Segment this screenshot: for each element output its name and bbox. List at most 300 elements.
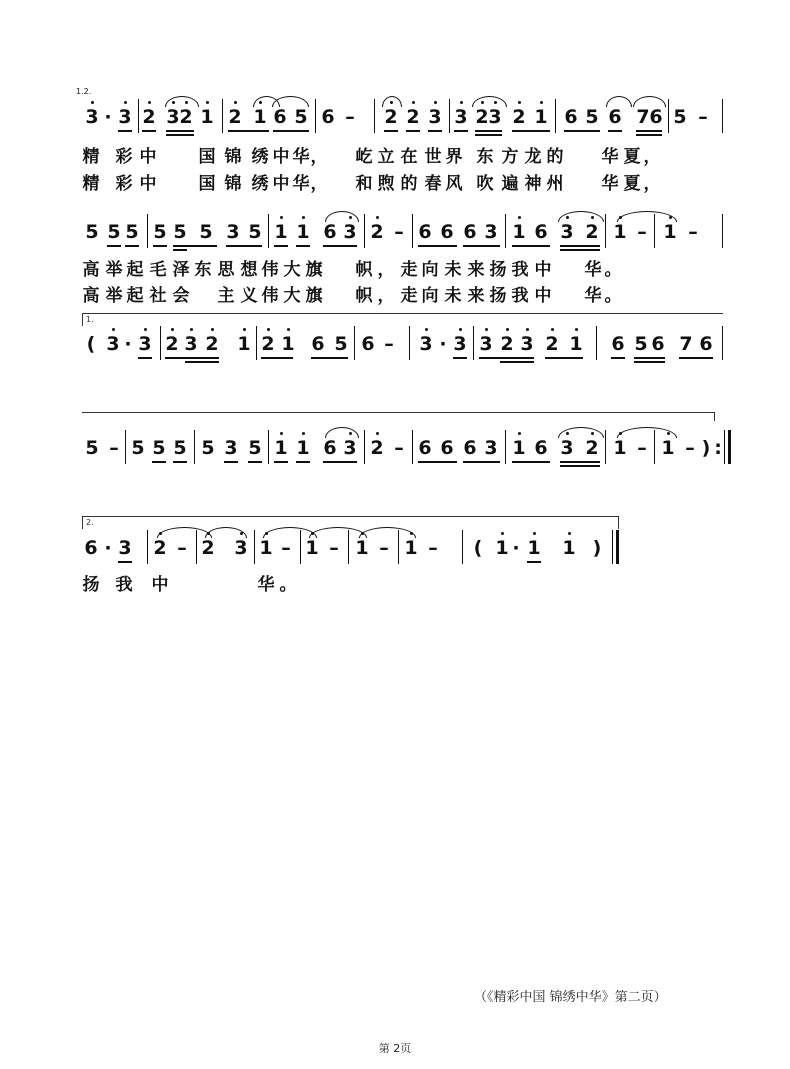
underline-eighth <box>261 357 293 359</box>
barline <box>722 99 723 133</box>
note: 3 <box>138 333 152 355</box>
slur <box>157 527 212 538</box>
note: 2 <box>142 106 156 128</box>
slur <box>272 96 309 107</box>
note: 1 <box>495 537 509 559</box>
note: – <box>384 333 394 355</box>
underline-eighth <box>453 357 467 359</box>
underline-eighth <box>608 130 622 132</box>
note: ) <box>701 437 711 459</box>
barline <box>505 214 506 248</box>
lyric-char: 中 <box>139 174 157 194</box>
lyric-char: ， <box>310 147 328 167</box>
underline-eighth <box>527 561 541 563</box>
octave-dot-high <box>506 328 509 331</box>
octave-dot-high <box>412 101 415 104</box>
underline-eighth <box>454 130 468 132</box>
octave-dot-high <box>575 328 578 331</box>
octave-dot-high <box>518 101 521 104</box>
page-number: 第 2页 <box>378 1042 412 1055</box>
underline-sixteenth <box>166 134 194 136</box>
octave-dot-high <box>124 101 127 104</box>
note: 6 <box>611 333 625 355</box>
note: 1 <box>296 437 310 459</box>
note: ( <box>473 537 483 559</box>
lyric-char: 毛 <box>149 260 167 280</box>
underline-eighth <box>142 130 156 132</box>
lyric-char: 伟 <box>261 260 279 280</box>
lyric-char: 华 <box>601 147 619 167</box>
lyric-char: 旗 <box>305 260 323 280</box>
octave-dot-high <box>206 101 209 104</box>
note: 1 <box>305 537 319 559</box>
lyric-char: 的 <box>400 174 418 194</box>
octave-dot-high <box>280 216 283 219</box>
lyric-char: 华 <box>257 575 275 595</box>
lyric-char: 走 <box>400 286 418 306</box>
note: 1 <box>661 437 675 459</box>
lyric-char: 扬 <box>82 575 100 595</box>
lyric-char: 。 <box>279 575 297 595</box>
barline <box>505 430 506 464</box>
lyric-char: ， <box>310 174 328 194</box>
lyric-char: 和 <box>355 174 373 194</box>
octave-dot-high <box>144 328 147 331</box>
note: 1 <box>200 106 214 128</box>
barline <box>722 326 723 360</box>
lyric-char: 帜 <box>355 260 373 280</box>
lyric-char: 方 <box>501 147 519 167</box>
lyrics-verse-1-line-1 <box>0 145 790 169</box>
underline-eighth <box>560 245 600 247</box>
note: 3 <box>234 537 248 559</box>
note: ) <box>592 537 602 559</box>
lyric-char: 华 <box>584 260 602 280</box>
slur <box>325 427 359 438</box>
underline-eighth <box>273 130 309 132</box>
lyric-char: 国 <box>198 174 216 194</box>
octave-dot-high <box>526 328 529 331</box>
lyric-char: 会 <box>172 286 190 306</box>
note: 1 <box>613 221 627 243</box>
octave-dot-high <box>460 101 463 104</box>
barline <box>374 99 375 133</box>
note: 5 <box>173 221 187 243</box>
note: 3 <box>419 333 433 355</box>
note: 2 <box>475 106 489 128</box>
lyric-char: 社 <box>149 286 167 306</box>
lyric-char: 神 <box>524 174 542 194</box>
note: 2 <box>406 106 420 128</box>
note: 2 <box>228 106 242 128</box>
underline-eighth <box>512 130 550 132</box>
note: 5 <box>107 221 121 243</box>
underline-sixteenth <box>560 249 600 251</box>
note: 3 <box>343 221 357 243</box>
barline <box>473 326 474 360</box>
octave-dot-high <box>434 101 437 104</box>
octave-dot-high <box>518 432 521 435</box>
note: 3 <box>343 437 357 459</box>
note: 6 <box>608 106 622 128</box>
note: · <box>124 333 132 355</box>
note: 1 <box>296 221 310 243</box>
note: 3 <box>488 106 502 128</box>
second-ending-label: 2. <box>86 518 94 527</box>
note: – <box>637 437 647 459</box>
note: 6 <box>649 106 663 128</box>
page-caption: （《精彩中国 锦绣中华》第二页） <box>474 990 667 1005</box>
barline <box>268 430 269 464</box>
underline-eighth <box>611 357 625 359</box>
underline-eighth <box>463 461 500 463</box>
underline-eighth <box>125 245 139 247</box>
note: 6 <box>311 333 325 355</box>
barline <box>364 214 365 248</box>
barline <box>596 326 597 360</box>
note: 3 <box>184 333 198 355</box>
note: – <box>345 106 355 128</box>
note: – <box>281 537 291 559</box>
note: 6 <box>418 221 432 243</box>
note: 1 <box>562 537 576 559</box>
note: 6 <box>418 437 432 459</box>
note: 1 <box>512 221 526 243</box>
underline-eighth <box>226 245 262 247</box>
underline-eighth <box>228 130 269 132</box>
note: 6 <box>534 221 548 243</box>
octave-dot-high <box>551 328 554 331</box>
note: 3 <box>484 437 498 459</box>
underline-eighth <box>153 245 167 247</box>
octave-dot-high <box>112 328 115 331</box>
note: ( <box>86 333 96 355</box>
lyric-char: 义 <box>240 286 258 306</box>
barline <box>160 326 161 360</box>
note: 1 <box>569 333 583 355</box>
lyric-char: 帜 <box>355 286 373 306</box>
lyric-char: 举 <box>105 286 123 306</box>
note: 5 <box>152 437 166 459</box>
note: 5 <box>673 106 687 128</box>
lyric-char: 绣 <box>251 147 269 167</box>
slur <box>558 427 604 438</box>
note: · <box>439 333 447 355</box>
barline <box>254 530 255 564</box>
barline <box>315 99 316 133</box>
note: 2 <box>261 333 275 355</box>
note: 5 <box>85 221 99 243</box>
lyric-char: 扬 <box>489 286 507 306</box>
slur <box>558 211 604 222</box>
lyric-char: 在 <box>400 147 418 167</box>
underline-eighth <box>636 130 662 132</box>
note: 1 <box>512 437 526 459</box>
note: 7 <box>679 333 693 355</box>
barline <box>409 326 410 360</box>
note: · <box>104 106 112 128</box>
lyric-char: 未 <box>444 260 462 280</box>
note: 2 <box>545 333 559 355</box>
note: 1 <box>527 537 541 559</box>
slur <box>165 96 199 107</box>
octave-dot-high <box>302 432 305 435</box>
note: 6 <box>463 437 477 459</box>
octave-dot-high <box>234 101 237 104</box>
slur <box>205 527 247 538</box>
lyrics-ending-line <box>0 573 790 597</box>
octave-dot-high <box>568 532 571 535</box>
note: 3 <box>454 106 468 128</box>
note: 2 <box>370 221 384 243</box>
note: 3 <box>166 106 180 128</box>
note: 5 <box>585 106 599 128</box>
note: 2 <box>585 437 599 459</box>
lyric-char: 泽 <box>172 260 190 280</box>
note: – <box>685 437 695 459</box>
lyric-char: 煦 <box>377 174 395 194</box>
slur <box>617 211 677 222</box>
note: 6 <box>323 437 337 459</box>
underline-sixteenth <box>636 134 662 136</box>
note: 6 <box>440 221 454 243</box>
note: 2 <box>179 106 193 128</box>
note: 3 <box>479 333 493 355</box>
note: 6 <box>84 537 98 559</box>
note: 3 <box>428 106 442 128</box>
underline-sixteenth <box>500 361 534 363</box>
note: 2 <box>153 537 167 559</box>
lyric-char: 中 <box>272 174 290 194</box>
barline <box>222 99 223 133</box>
note: 3 <box>118 537 132 559</box>
barline <box>605 214 606 248</box>
lyric-char: 华 <box>601 174 619 194</box>
lyric-char: 我 <box>511 286 529 306</box>
barline <box>268 214 269 248</box>
note: 6 <box>463 221 477 243</box>
lyric-char: 锦 <box>224 174 242 194</box>
slur <box>606 96 632 107</box>
lyric-char: 主 <box>217 286 235 306</box>
note: 6 <box>564 106 578 128</box>
lyric-char: 锦 <box>224 147 242 167</box>
note: 2 <box>205 333 219 355</box>
score-system-5 <box>0 528 790 568</box>
slur <box>325 211 359 222</box>
octave-dot-high <box>91 101 94 104</box>
slur <box>359 527 416 538</box>
repeat-mark: 1.2. <box>76 87 92 96</box>
note: 6 <box>699 333 713 355</box>
note: 1 <box>259 537 273 559</box>
note: – <box>688 221 698 243</box>
lyric-char: 中 <box>534 260 552 280</box>
score-system-4 <box>0 428 790 468</box>
lyric-char: 来 <box>467 286 485 306</box>
lyric-char: 高 <box>82 286 100 306</box>
barline <box>364 430 365 464</box>
lyric-char: 的 <box>546 147 564 167</box>
underline-eighth <box>545 357 583 359</box>
note: 2 <box>165 333 179 355</box>
lyrics-verse-1-line-2 <box>0 258 790 282</box>
octave-dot-high <box>243 328 246 331</box>
octave-dot-high <box>459 328 462 331</box>
lyric-char: 举 <box>105 260 123 280</box>
lyric-char: 东 <box>194 260 212 280</box>
slur <box>617 427 677 438</box>
lyric-char: 界 <box>445 147 463 167</box>
barline <box>125 430 126 464</box>
lyric-char: 龙 <box>524 147 542 167</box>
underline-eighth <box>274 245 288 247</box>
note: 6 <box>273 106 287 128</box>
note: 2 <box>512 106 526 128</box>
note: 5 <box>634 333 648 355</box>
lyric-char: 。 <box>604 286 622 306</box>
note: 3 <box>226 221 240 243</box>
lyric-char: 华 <box>292 174 310 194</box>
barline <box>147 214 148 248</box>
lyric-char: 东 <box>476 147 494 167</box>
barline <box>412 430 413 464</box>
lyric-char: 大 <box>283 286 301 306</box>
underline-eighth <box>311 357 348 359</box>
note: 5 <box>248 221 262 243</box>
underline-eighth <box>152 461 166 463</box>
note: 6 <box>321 106 335 128</box>
barline <box>412 214 413 248</box>
lyric-char: 向 <box>421 260 439 280</box>
underline-eighth <box>384 130 398 132</box>
lyric-char: 我 <box>115 575 133 595</box>
underline-eighth <box>512 245 550 247</box>
note: 1 <box>613 437 627 459</box>
underline-sixteenth <box>634 361 665 363</box>
octave-dot-high <box>302 216 305 219</box>
note: 6 <box>323 221 337 243</box>
octave-dot-high <box>287 328 290 331</box>
note: 7 <box>636 106 650 128</box>
underline-eighth <box>428 130 442 132</box>
underline-eighth <box>512 461 550 463</box>
score-system-2 <box>0 212 790 252</box>
note: : <box>714 437 722 459</box>
note: – <box>428 537 438 559</box>
octave-dot-high <box>376 216 379 219</box>
underline-eighth <box>118 130 132 132</box>
underline-eighth <box>173 245 217 247</box>
note: 5 <box>131 437 145 459</box>
lyric-char: 州 <box>546 174 564 194</box>
underline-eighth <box>475 130 502 132</box>
barline <box>194 430 195 464</box>
underline-eighth <box>634 357 665 359</box>
underline-eighth <box>679 357 713 359</box>
barline <box>668 99 669 133</box>
lyric-char: 想 <box>240 260 258 280</box>
underline-eighth <box>463 245 500 247</box>
note: – <box>637 221 647 243</box>
lyrics-verse-2-line-2 <box>0 284 790 308</box>
underline-eighth <box>560 461 600 463</box>
lyric-char: 绣 <box>251 174 269 194</box>
note: 5 <box>199 221 213 243</box>
note: – <box>329 537 339 559</box>
lyric-char: 。 <box>604 260 622 280</box>
lyric-char: 旗 <box>305 286 323 306</box>
lyric-char: 精 <box>82 174 100 194</box>
octave-dot-high <box>540 101 543 104</box>
lyric-char: 中 <box>534 286 552 306</box>
note: – <box>394 437 404 459</box>
lyric-char: 我 <box>511 260 529 280</box>
note: 5 <box>334 333 348 355</box>
lyric-char: 世 <box>424 147 442 167</box>
octave-dot-high <box>518 216 521 219</box>
slur <box>633 96 666 107</box>
underline-eighth <box>418 461 457 463</box>
note: 1 <box>355 537 369 559</box>
underline-eighth <box>138 357 152 359</box>
lyric-char: 伟 <box>261 286 279 306</box>
octave-dot-high <box>211 328 214 331</box>
octave-dot-high <box>171 328 174 331</box>
underline-eighth <box>118 561 132 563</box>
barline <box>256 326 257 360</box>
lyric-char: ， <box>377 260 395 280</box>
barline <box>462 530 463 564</box>
note: – <box>394 221 404 243</box>
lyric-char: 思 <box>217 260 235 280</box>
underline-sixteenth <box>185 361 219 363</box>
octave-dot-high <box>376 432 379 435</box>
lyric-char: 遍 <box>501 174 519 194</box>
octave-dot-high <box>190 328 193 331</box>
final-barline <box>612 528 620 568</box>
lyric-char: 华 <box>584 286 602 306</box>
barline <box>555 99 556 133</box>
underline-eighth <box>323 461 357 463</box>
lyric-char: 起 <box>126 260 144 280</box>
underline-eighth <box>248 461 262 463</box>
note: 5 <box>85 437 99 459</box>
note: · <box>104 537 112 559</box>
underline-eighth <box>107 245 121 247</box>
note: 6 <box>440 437 454 459</box>
note: 5 <box>201 437 215 459</box>
note: 3 <box>118 106 132 128</box>
final-barline <box>724 428 732 468</box>
underline-eighth <box>564 130 600 132</box>
octave-dot-high <box>280 432 283 435</box>
lyrics-verse-2-line-1 <box>0 172 790 196</box>
lyric-char: 风 <box>445 174 463 194</box>
note: 6 <box>361 333 375 355</box>
note: 1 <box>534 106 548 128</box>
barline <box>722 214 723 248</box>
underline-eighth <box>406 130 420 132</box>
note: 2 <box>384 106 398 128</box>
lyric-char: 大 <box>283 260 301 280</box>
note: 3 <box>560 221 574 243</box>
underline-eighth <box>418 245 457 247</box>
first-ending-bracket-continuation <box>82 412 715 421</box>
note: 3 <box>520 333 534 355</box>
note: 3 <box>453 333 467 355</box>
underline-sixteenth <box>173 249 187 251</box>
